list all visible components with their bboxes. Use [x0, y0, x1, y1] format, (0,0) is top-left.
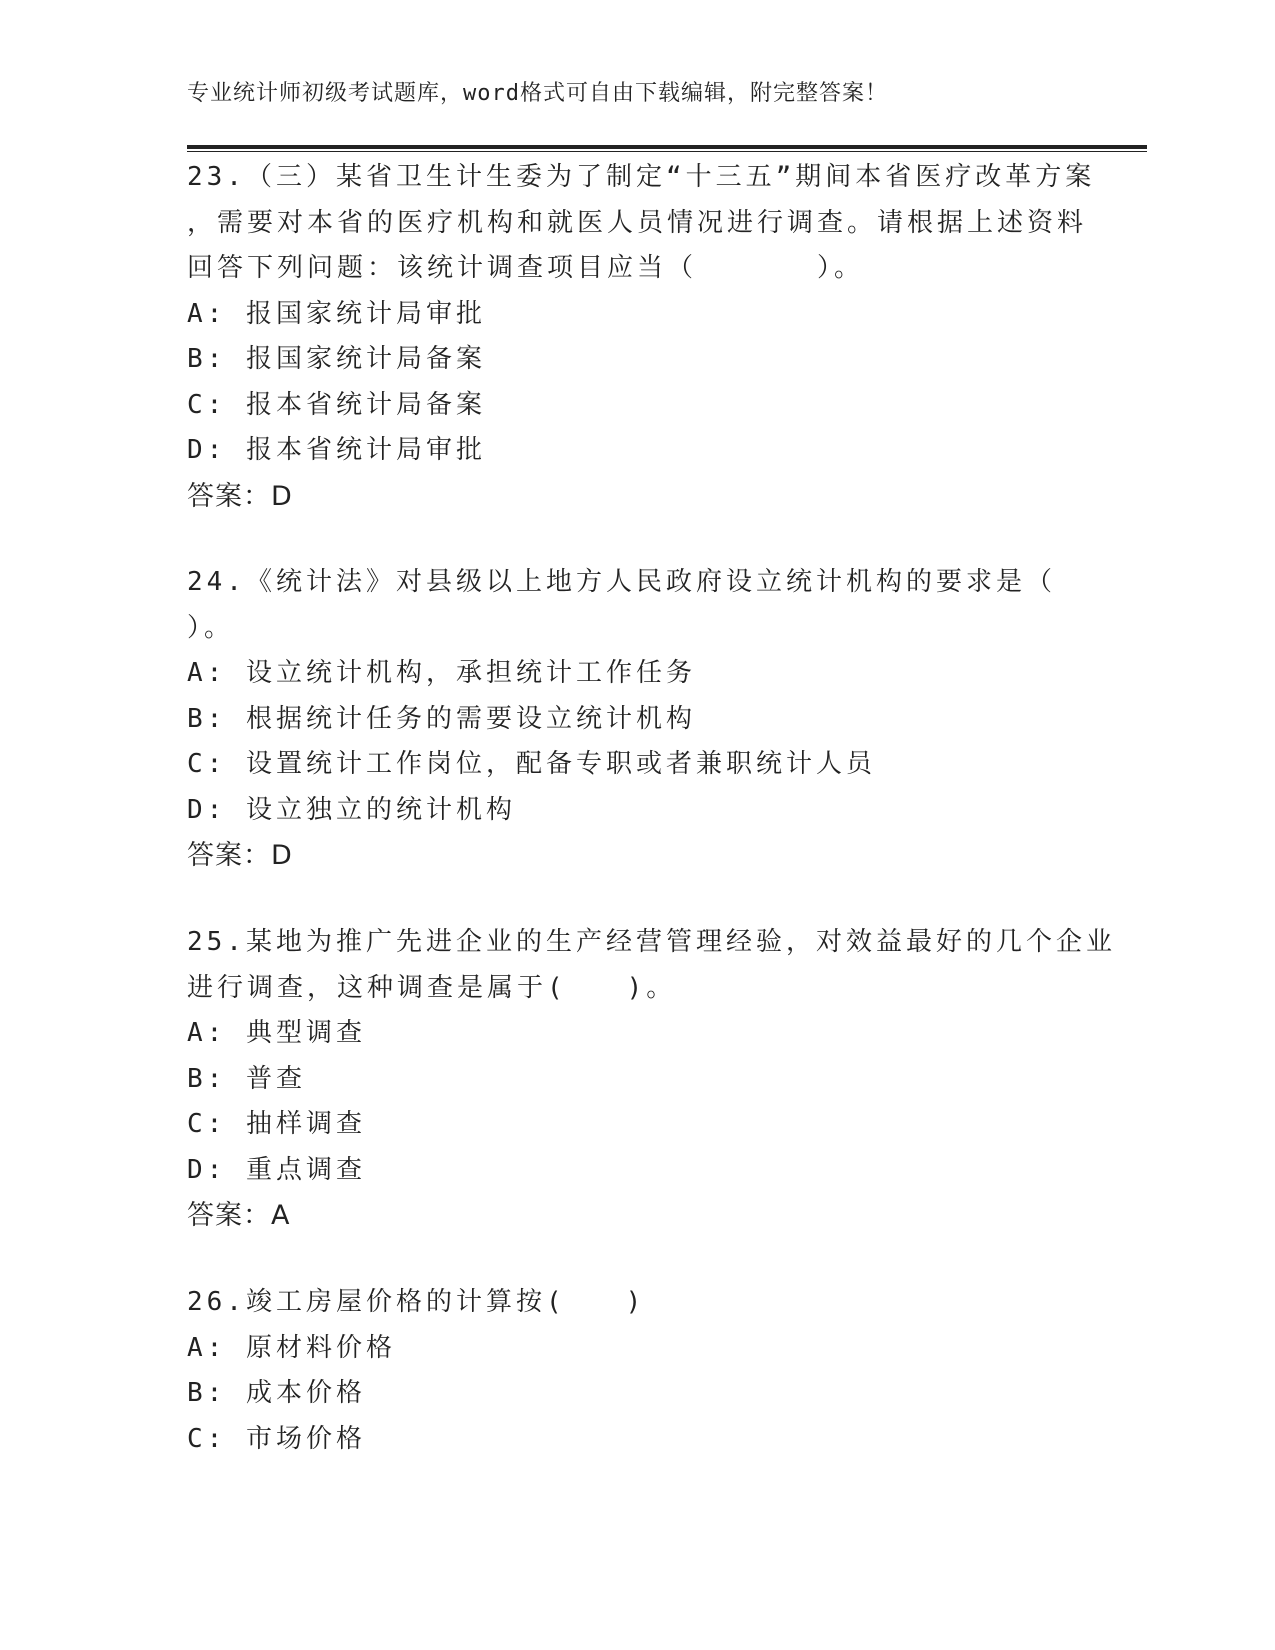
option-b: B: 普查: [187, 1063, 306, 1094]
option-c: C: 报本省统计局备案: [187, 389, 486, 420]
option-a: A: 设立统计机构，承担统计工作任务: [187, 658, 696, 688]
question-text-line: 24.《统计法》对县级以上地方人民政府设立统计机构的要求是（: [187, 567, 1056, 597]
header-divider-thin: [187, 151, 1147, 152]
option-b: B: 成本价格: [187, 1378, 366, 1408]
question-25: [187, 920, 1116, 1239]
option-c: C: 抽样调查: [187, 1109, 366, 1139]
question-text-line: ）。: [187, 612, 235, 643]
answer-text: 答案：D: [187, 840, 293, 871]
header-divider: [187, 145, 1147, 149]
option-c: C: 设置统计工作岗位，配备专职或者兼职统计人员: [187, 749, 876, 779]
question-text-line: ，需要对本省的医疗机构和就医人员情况进行调查。请根据上述资料: [187, 207, 1088, 238]
option-b: B: 报国家统计局备案: [187, 344, 486, 374]
question-text-line: 25.某地为推广先进企业的生产经营管理经验，对效益最好的几个企业: [187, 927, 1116, 957]
option-b: B: 根据统计任务的需要设立统计机构: [187, 703, 696, 734]
question-text-line: 回答下列问题：该统计调查项目应当（ ）。: [187, 253, 865, 283]
option-a: A: 报国家统计局审批: [187, 298, 486, 329]
option-d: D: 报本省统计局审批: [187, 435, 486, 465]
option-d: D: 重点调查: [187, 1154, 366, 1185]
question-text-line: 26.竣工房屋价格的计算按( ): [187, 1287, 646, 1317]
option-a: A: 典型调查: [187, 1018, 366, 1048]
option-a: A: 原材料价格: [187, 1332, 396, 1363]
answer-text: 答案：A: [187, 1200, 291, 1231]
question-26: [187, 1280, 1087, 1462]
option-c: C: 市场价格: [187, 1423, 366, 1454]
question-text-line: 进行调查，这种调查是属于( )。: [187, 972, 677, 1003]
question-23: [187, 155, 1096, 519]
question-24: [187, 560, 1087, 879]
question-text-line: 23.（三）某省卫生计生委为了制定“十三五”期间本省医疗改革方案: [187, 162, 1096, 192]
page-header: 专业统计师初级考试题库，word格式可自由下载编辑，附完整答案！: [187, 81, 888, 106]
option-d: D: 设立独立的统计机构: [187, 794, 516, 825]
answer-text: 答案：D: [187, 480, 293, 512]
